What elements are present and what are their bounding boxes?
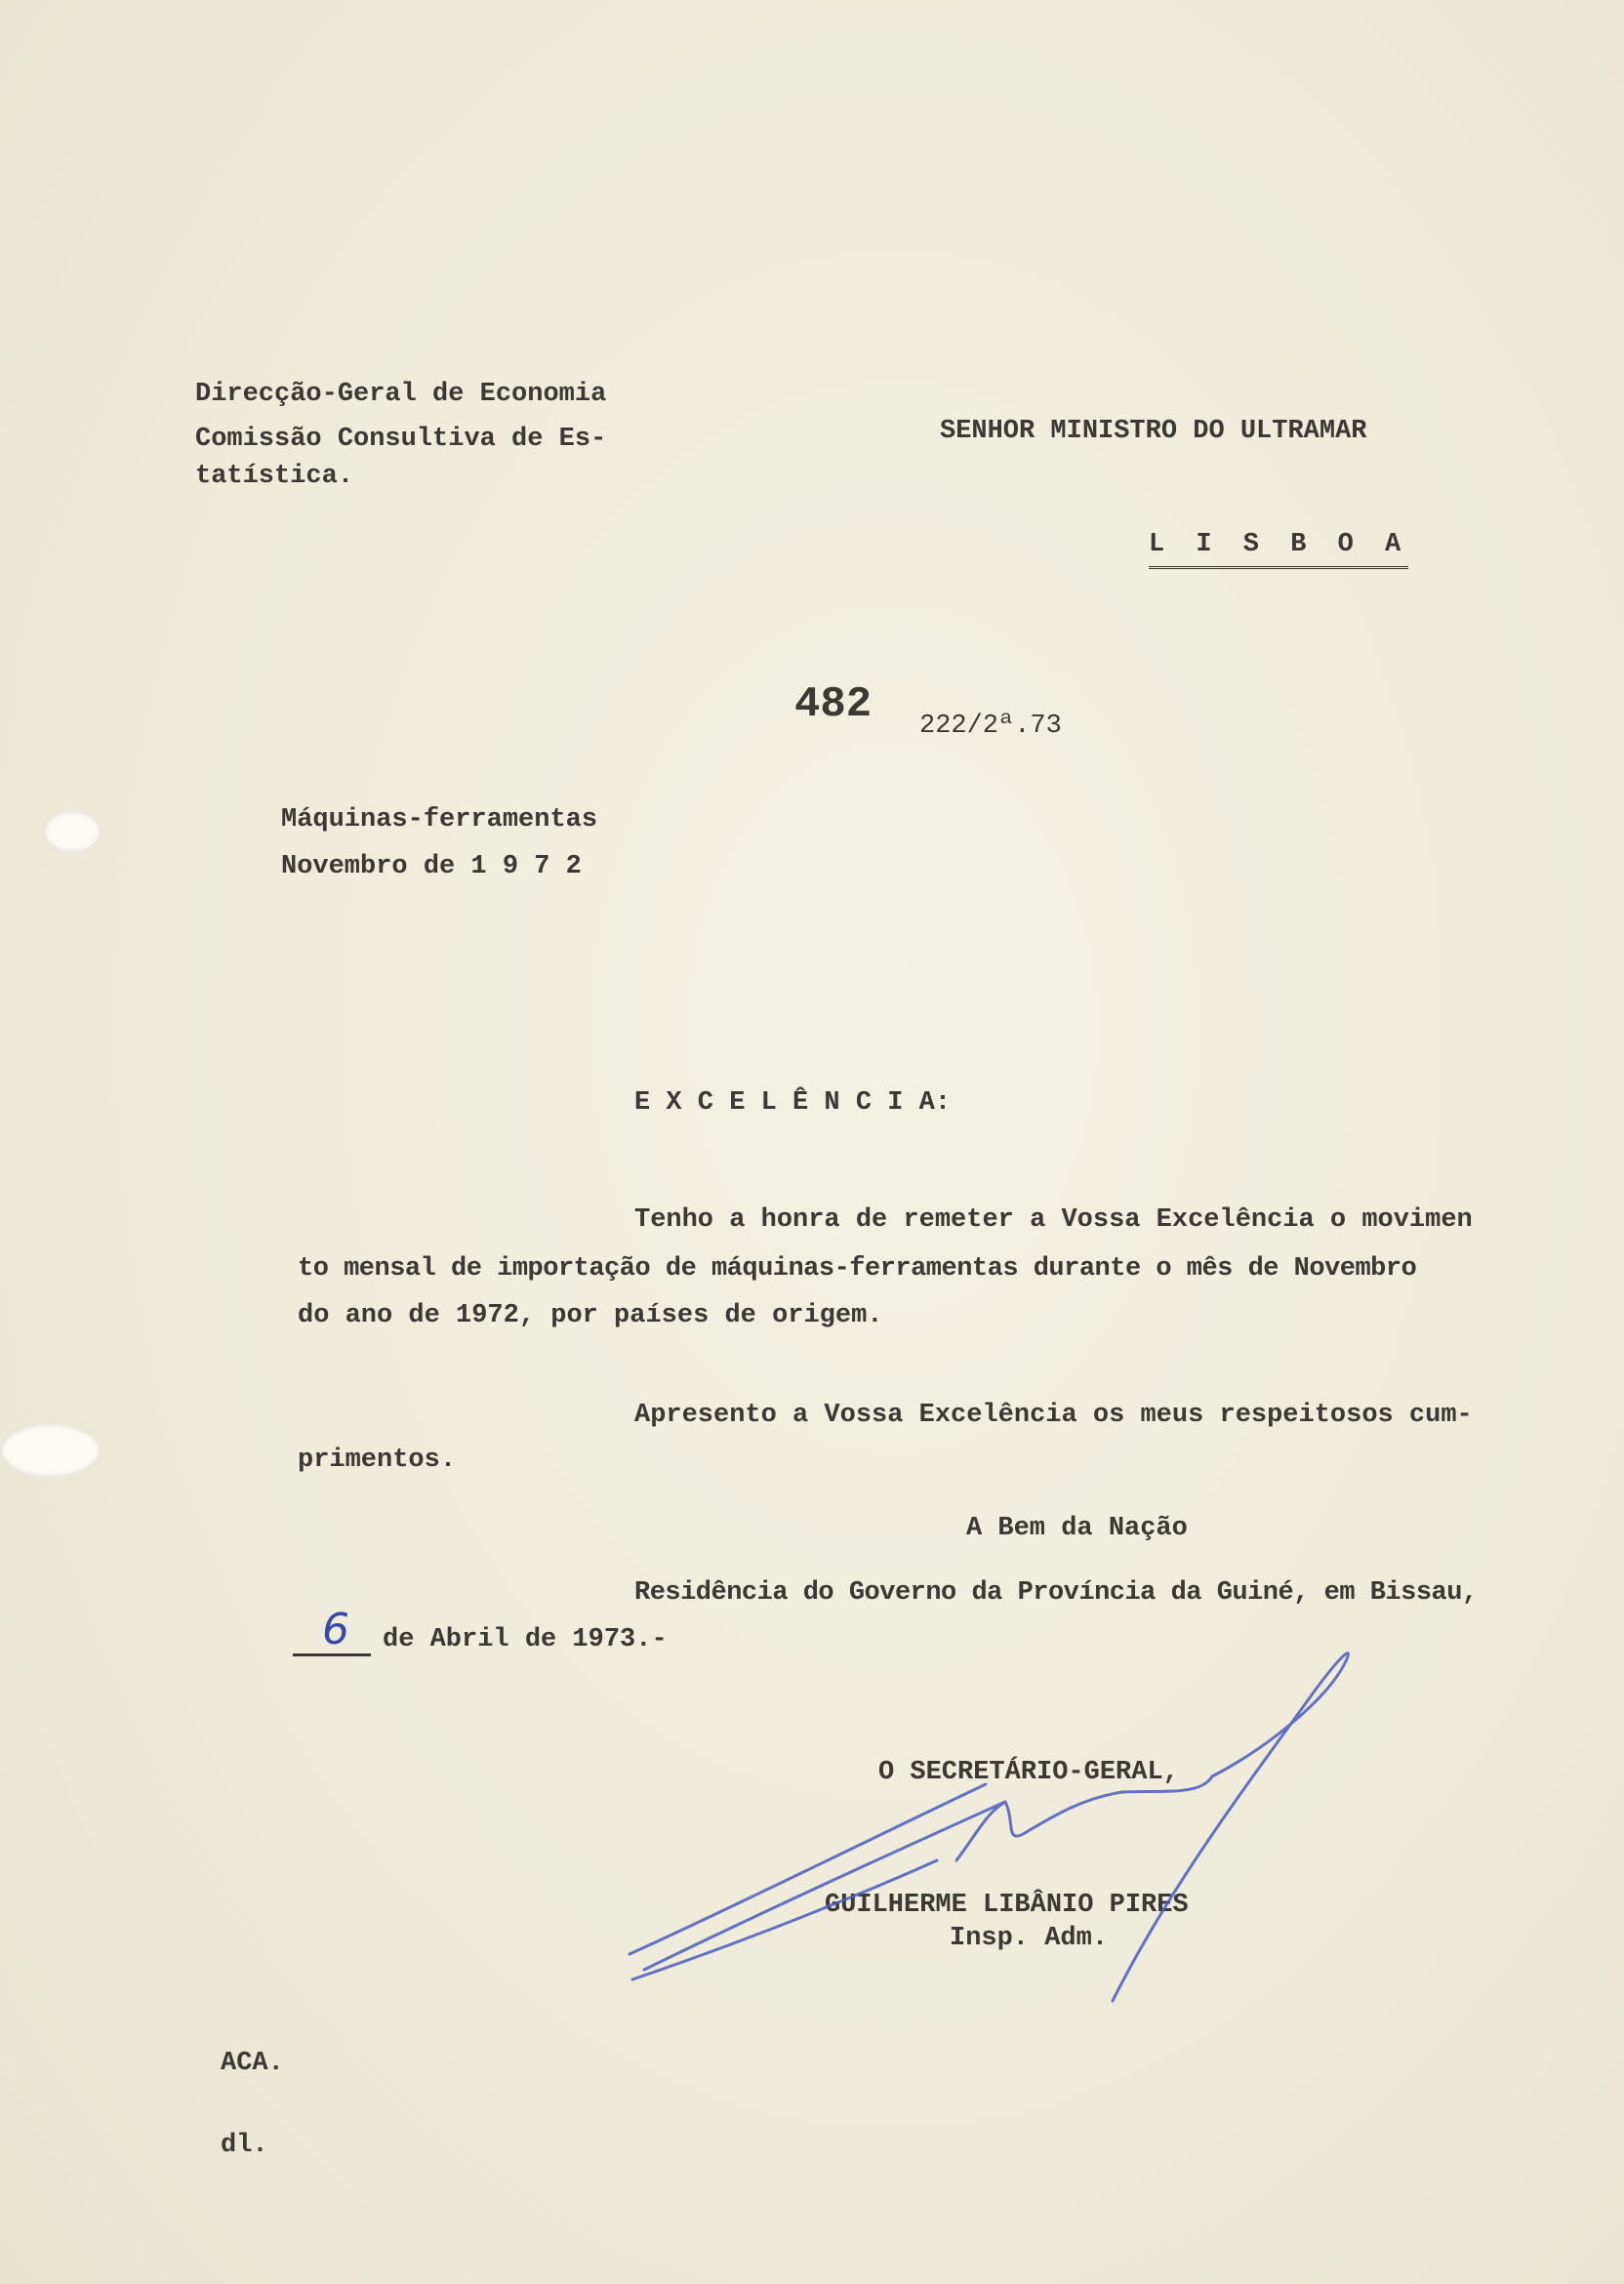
- signature-stroke-1: [629, 1784, 986, 1954]
- letterhead-line-2: Comissão Consultiva de Es-: [195, 425, 607, 454]
- addressee-title: SENHOR MINISTRO DO ULTRAMAR: [940, 417, 1367, 446]
- footer-initials-1: ACA.: [221, 2049, 284, 2078]
- letterhead-line-1: Direcção-Geral de Economia: [195, 380, 607, 409]
- signature-stroke-5: [1113, 1653, 1349, 2001]
- signature-stroke-2: [644, 1802, 1005, 1970]
- body-p1-line-1: Tenho a honra de remeter a Vossa Excelência o movimen: [634, 1205, 1473, 1235]
- signatory-position: Insp. Adm.: [950, 1924, 1109, 1953]
- closing-motto: A Bem da Nação: [966, 1514, 1188, 1543]
- signatory-name: GUILHERME LIBÂNIO PIRES: [825, 1891, 1189, 1920]
- closing-date-rest: de Abril de 1973.-: [383, 1625, 668, 1654]
- signatory-role: O SECRETÁRIO-GERAL,: [878, 1758, 1179, 1787]
- body-p1-line-2: to mensal de importação de máquinas-ferramentas durante o mês de Novembro: [298, 1254, 1417, 1284]
- reference-code: 222/2ª.73: [919, 712, 1062, 741]
- addressee-city: L I S B O A: [1149, 525, 1408, 569]
- closing-place-line: Residência do Governo da Província da Guiné, em Bissau,: [634, 1578, 1478, 1608]
- body-p1-line-3: do ano de 1972, por países de origem.: [298, 1301, 883, 1330]
- letterhead-line-3: tatística.: [195, 462, 354, 491]
- subject-line-1: Máquinas-ferramentas: [281, 805, 598, 835]
- footer-initials-2: dl.: [221, 2131, 268, 2160]
- signature-stroke-4: [956, 1776, 1212, 1860]
- body-p2-line-2: primentos.: [298, 1446, 457, 1475]
- date-day-handwritten: 6: [322, 1605, 349, 1654]
- reference-number: 482: [794, 680, 873, 729]
- subject-line-2: Novembro de 1 9 7 2: [281, 852, 582, 881]
- signature-stroke-3: [632, 1860, 937, 1979]
- body-p2-line-1: Apresento a Vossa Excelência os meus respeitosos cum-: [634, 1401, 1473, 1430]
- salutation: E X C E L Ê N C I A:: [634, 1088, 952, 1118]
